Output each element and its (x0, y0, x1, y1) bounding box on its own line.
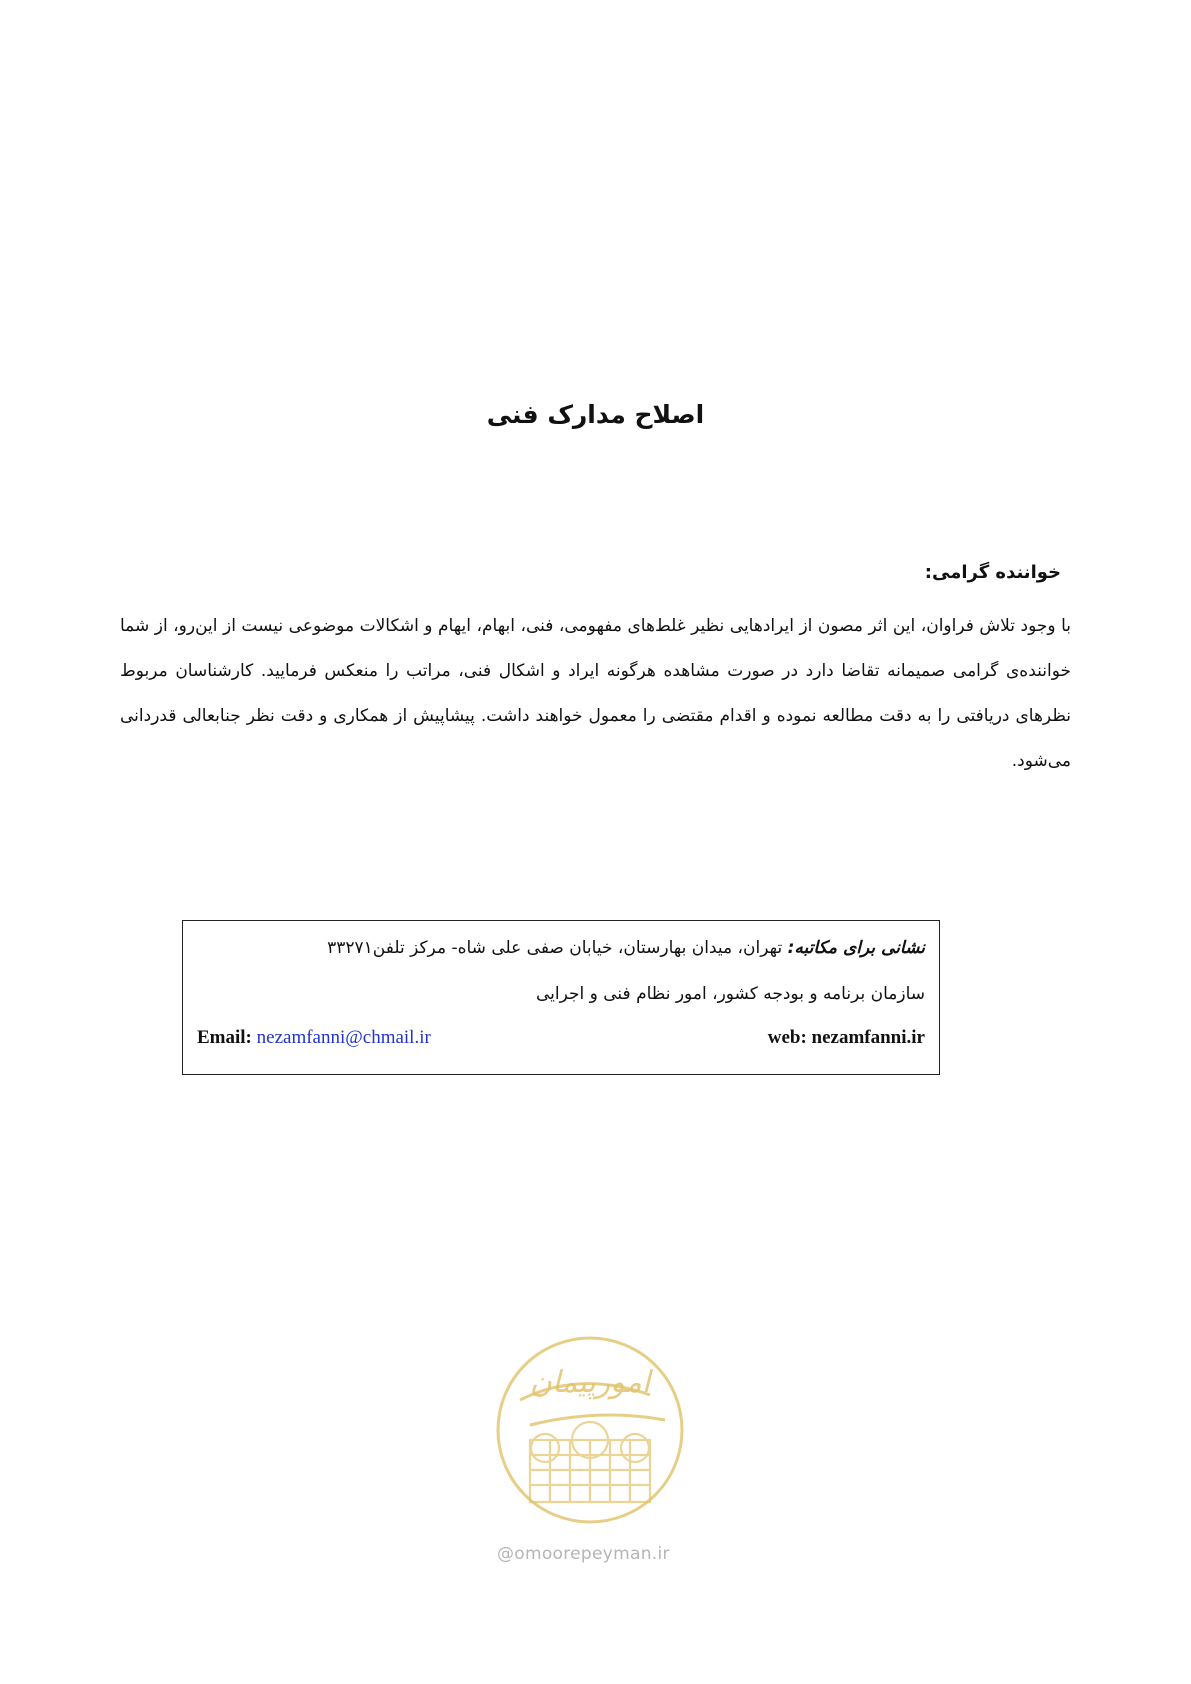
organization-line: سازمان برنامه و بودجه کشور، امور نظام فنی و اجرایی (535, 984, 925, 1004)
email-link[interactable]: nezamfanni@chmail.ir (256, 1027, 431, 1048)
watermark-logo-text: امورپیمان (529, 1365, 651, 1400)
watermark-handle: @omoorepeyman.ir (497, 1544, 670, 1564)
body-paragraph: با وجود تلاش فراوان، این اثر مصون از ایرادهایی نظیر غلط‌های مفهومی، فنی، ابهام، ایهام و اشکالات موضوعی نیست از این‌رو، از شما خواننده‌ی گرامی صمیمانه تقاضا دارد در صورت مشاهده هرگونه ایراد و اشکال فنی، مراتب را منعکس فرمایید. کارشناسان مربوط نظرهای دریافتی را به دقت مطالعه نموده و اقدام مقتضی را معمول خواهند داشت. پیشاپیش از همکاری و دقت نظر جنابعالی قدردانی می‌شود. (120, 616, 1071, 771)
address-label: نشانی برای مکاتبه: (787, 938, 925, 958)
watermark-logo-icon (490, 1330, 690, 1530)
address-line (197, 935, 925, 961)
email-line (197, 1025, 431, 1051)
web-address[interactable]: web: nezamfanni.ir (767, 1027, 925, 1048)
salutation: خواننده گرامی: (924, 562, 1061, 583)
address-text: تهران، میدان بهارستان، خیابان صفی علی شاه- مرکز تلفن۳۳۲۷۱ (327, 938, 788, 958)
address-box (182, 920, 940, 1075)
page-title: اصلاح مدارک فنی (486, 400, 705, 429)
email-label: Email: (197, 1027, 252, 1048)
